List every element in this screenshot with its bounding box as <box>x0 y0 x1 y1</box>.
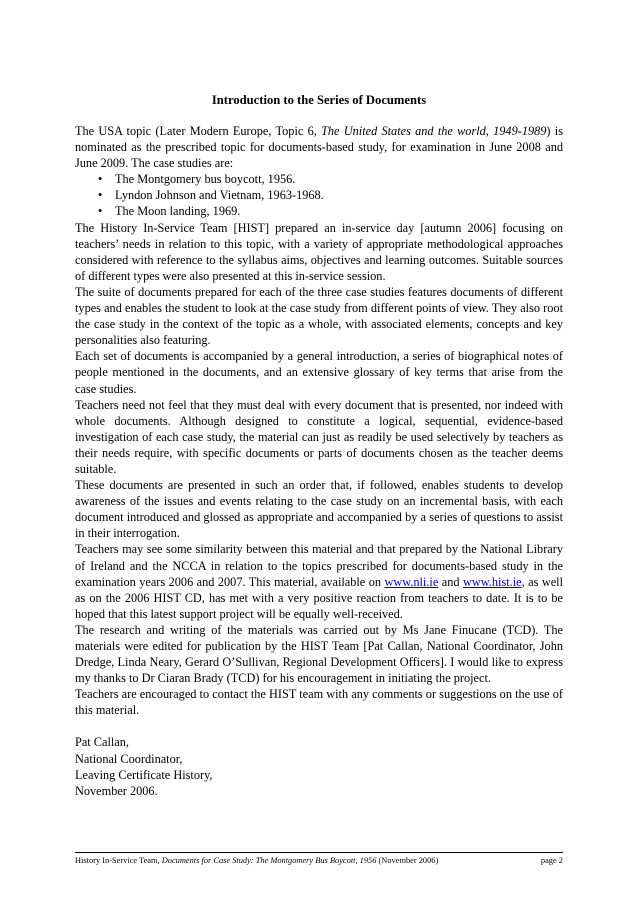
page-number: page 2 <box>540 856 563 865</box>
signature-line: National Coordinator, <box>75 751 183 766</box>
nli-link[interactable]: www.nli.ie <box>384 574 439 589</box>
footer-case-study-title: Documents for Case Study: The Montgomery Bus Boycott, 1956 <box>161 856 377 865</box>
list-item: • The Montgomery bus boycott, 1956. <box>115 171 563 187</box>
intro-text-start: The USA topic (Later Modern Europe, Topic 6, <box>75 124 322 138</box>
intro-paragraph <box>75 123 563 171</box>
similarity-text-a: Teachers may see some similarity between this material and that prepared by the National Library of Ireland and the NCCA in relation to the topics prescribed for documents-based study in the examination years 2006 and 2007. This material, available on <box>75 542 563 589</box>
accompaniment-paragraph: Each set of documents is accompanied by a general introduction, a series of biographical notes of people mentioned in the documents, and an extensive glossary of key terms that arise from the case studies. <box>75 349 563 396</box>
footer-divider <box>75 852 563 853</box>
list-item: • Lyndon Johnson and Vietnam, 1963-1968. <box>115 187 563 203</box>
topic-title: The United States and the world, 1949-1989 <box>321 124 547 138</box>
case-study-list <box>75 171 563 219</box>
order-paragraph: These documents are presented in such an order that, if followed, enables students to develop awareness of the issues and events relating to the case study on an incremental basis, with each document introduced and glossed as appropriate and accompanied by a series of questions to assist in their interrogation. <box>75 478 563 541</box>
page-footer <box>75 856 563 865</box>
document-title: Introduction to the Series of Documents <box>211 93 427 107</box>
similarity-text-c: , as well as on the 2006 HIST CD, has met with a very positive reaction from teachers to date. It is to be hoped that this latest support project will be equally well-received. <box>75 574 563 621</box>
footer-prefix: History In-Service Team, <box>75 856 162 865</box>
intro-text-end: ) is nominated as the prescribed topic for documents-based study, for examination in June 2008 and June 2009. The case studies are: <box>75 124 563 171</box>
footer-source <box>75 856 438 865</box>
signature-block <box>75 734 563 798</box>
hist-link[interactable]: www.hist.ie <box>462 574 522 589</box>
footer-date: (November 2006) <box>376 856 439 865</box>
hist-inservice-paragraph: The History In-Service Team [HIST] prepared an in-service day [autumn 2006] focusing on teachers’ needs in relation to this topic, with a variety of appropriate methodological approaches considered with reference to the syllabus aims, objectives and learning outcomes. Suitable sources of different types were also presented at this in-service session. <box>75 220 563 283</box>
similarity-paragraph <box>75 541 563 621</box>
selective-use-paragraph: Teachers need not feel that they must deal with every document that is presented, nor indeed with whole documents. Although designed to constitute a logical, sequential, evidence-based investigation of each case study, the material can just as readily be used selectively by teachers as their needs require, with specific documents or parts of documents chosen as the teacher deems suitable. <box>75 397 563 476</box>
credits-paragraph: The research and writing of the materials was carried out by Ms Jane Finucane (TCD). The materials were edited for publication by the HIST Team [Pat Callan, National Coordinator, John Dredge, Linda Neary, Gerard O’Sullivan, Regional Development Officers]. I would like to express my thanks to Dr Ciaran Brady (TCD) for his encouragement in initiating the project. <box>75 622 563 686</box>
signature-line: Leaving Certificate History, <box>75 767 213 782</box>
signature-line: November 2006. <box>75 783 158 798</box>
contact-paragraph: Teachers are encouraged to contact the HIST team with any comments or suggestions on the use of this material. <box>75 687 563 718</box>
signature-line: Pat Callan, <box>75 735 129 750</box>
suite-paragraph: The suite of documents prepared for each of the three case studies features documents of different types and enables the student to look at the case study from different points of view. They also root the case study in the context of the topic as a whole, with associated elements, concepts and key personalities also featuring. <box>75 284 563 348</box>
list-item: • The Moon landing, 1969. <box>115 203 563 219</box>
document-body <box>75 123 563 799</box>
similarity-text-b: and <box>438 574 463 589</box>
